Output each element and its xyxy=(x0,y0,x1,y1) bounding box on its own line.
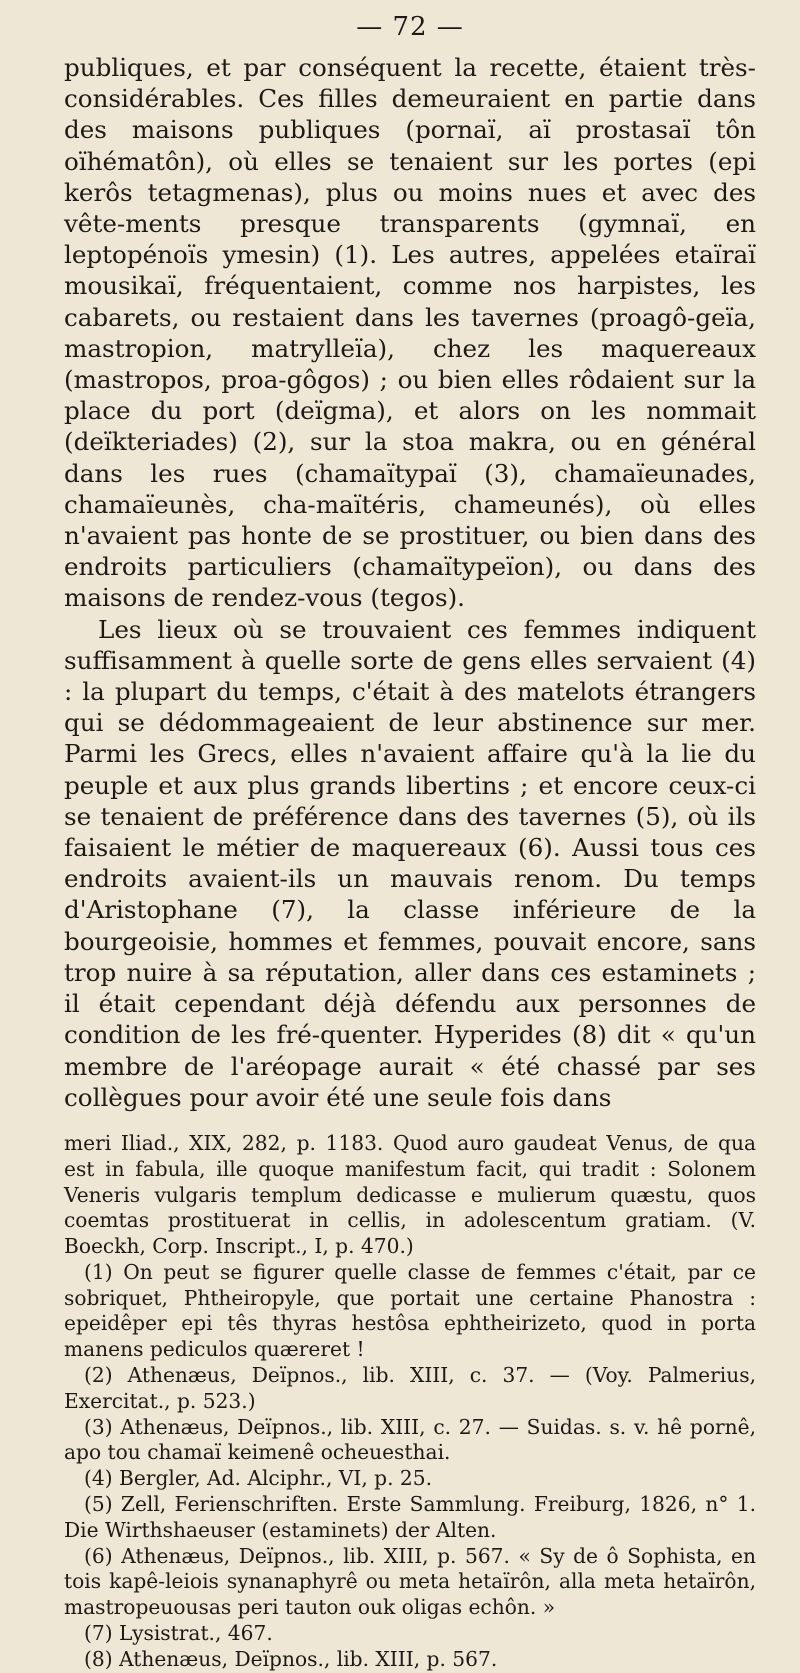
footnotes xyxy=(64,1131,756,1673)
footnote-continuation: meri Iliad., XIX, 282, p. 1183. Quod auro gaudeat Venus, de qua est in fabula, ille quoque manifestum facit, qui tradit : Solonem Veneris vulgaris templum dedicasse e mulierum quæstu, quos coemtas prostituerat in cellis, in adolescentum gratiam. (V. Boeckh, Corp. Inscript., I, p. 470.) xyxy=(64,1130,756,1259)
footnote-4: (4) Bergler, Ad. Alciphr., VI, p. 25. xyxy=(84,1466,433,1491)
footnote-3: (3) Athenæus, Deïpnos., lib. XIII, c. 27. — Suidas. s. v. hê pornê, apo tou chamaï keimenê ocheuesthai. xyxy=(64,1414,756,1465)
page-number: — 72 — xyxy=(356,12,464,42)
main-text xyxy=(64,52,756,1113)
footnote-5: (5) Zell, Ferienschriften. Erste Sammlung. Freiburg, 1826, n° 1. Die Wirthshaeuser (estaminets) der Alten. xyxy=(64,1492,756,1542)
footnote-7: (7) Lysistrat., 467. xyxy=(84,1621,273,1646)
footnote-1: (1) On peut se figurer quelle classe de femmes c'était, par ce sobriquet, Phtheiropyle, que portait une certaine Phanostra : epeidêper epi tês thyras hestôsa ephtheirizeto, quod in porta manens pediculos quæreret ! xyxy=(64,1259,756,1362)
paragraph-1: publiques, et par conséquent la recette, étaient très-considérables. Ces filles demeuraient en partie dans des maisons publiques (pornaï, aï prostasaï tôn oïhématôn), où elles se tenaient sur les portes (epi kerôs tetagmenas), plus ou moins nues et avec des vête-ments presque transparents (gymnaï, en leptopénoïs ymesin) (1). Les autres, appelées etaïraï mousikaï, fréquentaient, comme nos harpistes, les cabarets, ou restaient dans les tavernes (proagô-geïa, mastropion, matrylleïa), chez les maquereaux (mastropos, proa-gôgos) ; ou bien elles rôdaient sur la place du port (deïgma), et alors on les nommait (deïkteriades) (2), sur la stoa makra, ou en général dans les rues (chamaïtypaï (3), chamaïeunades, chamaïeunès, cha-maïtéris, chameunés), où elles n'avaient pas honte de se prostituer, ou bien dans des endroits particuliers (chamaïtypeïon), ou dans des maisons de rendez-vous (tegos). xyxy=(64,53,756,613)
footnote-2: (2) Athenæus, Deïpnos., lib. XIII, c. 37. — (Voy. Palmerius, Exercitat., p. 523.) xyxy=(64,1363,756,1413)
footnote-6: (6) Athenæus, Deïpnos., lib. XIII, p. 567. « Sy de ô Sophista, en tois kapê-leiois synanaphyrê ou meta hetaïrôn, alla meta hetaïrôn, mastropeuousas peri tauton ouk oligas echôn. » xyxy=(64,1543,756,1620)
paragraph-2: Les lieux où se trouvaient ces femmes indiquent suffisamment à quelle sorte de gens elles servaient (4) : la plupart du temps, c'était à des matelots étrangers qui se dédommageaient de leur abstinence sur mer. Parmi les Grecs, elles n'avaient affaire qu'à la lie du peuple et aux plus grands libertins ; et encore ceux-ci se tenaient de préférence dans des tavernes (5), où ils faisaient le métier de maquereaux (6). Aussi tous ces endroits avaient-ils un mauvais renom. Du temps d'Aristophane (7), la classe inférieure de la bourgeoisie, hommes et femmes, pouvait encore, sans trop nuire à sa réputation, aller dans ces estaminets ; il était cependant déjà défendu aux personnes de condition de les fré-quenter. Hyperides (8) dit « qu'un membre de l'aréopage aurait « été chassé par ses collègues pour avoir été une seule fois dans xyxy=(64,614,756,1112)
footnote-8: (8) Athenæus, Deïpnos., lib. XIII, p. 567. xyxy=(84,1646,498,1671)
